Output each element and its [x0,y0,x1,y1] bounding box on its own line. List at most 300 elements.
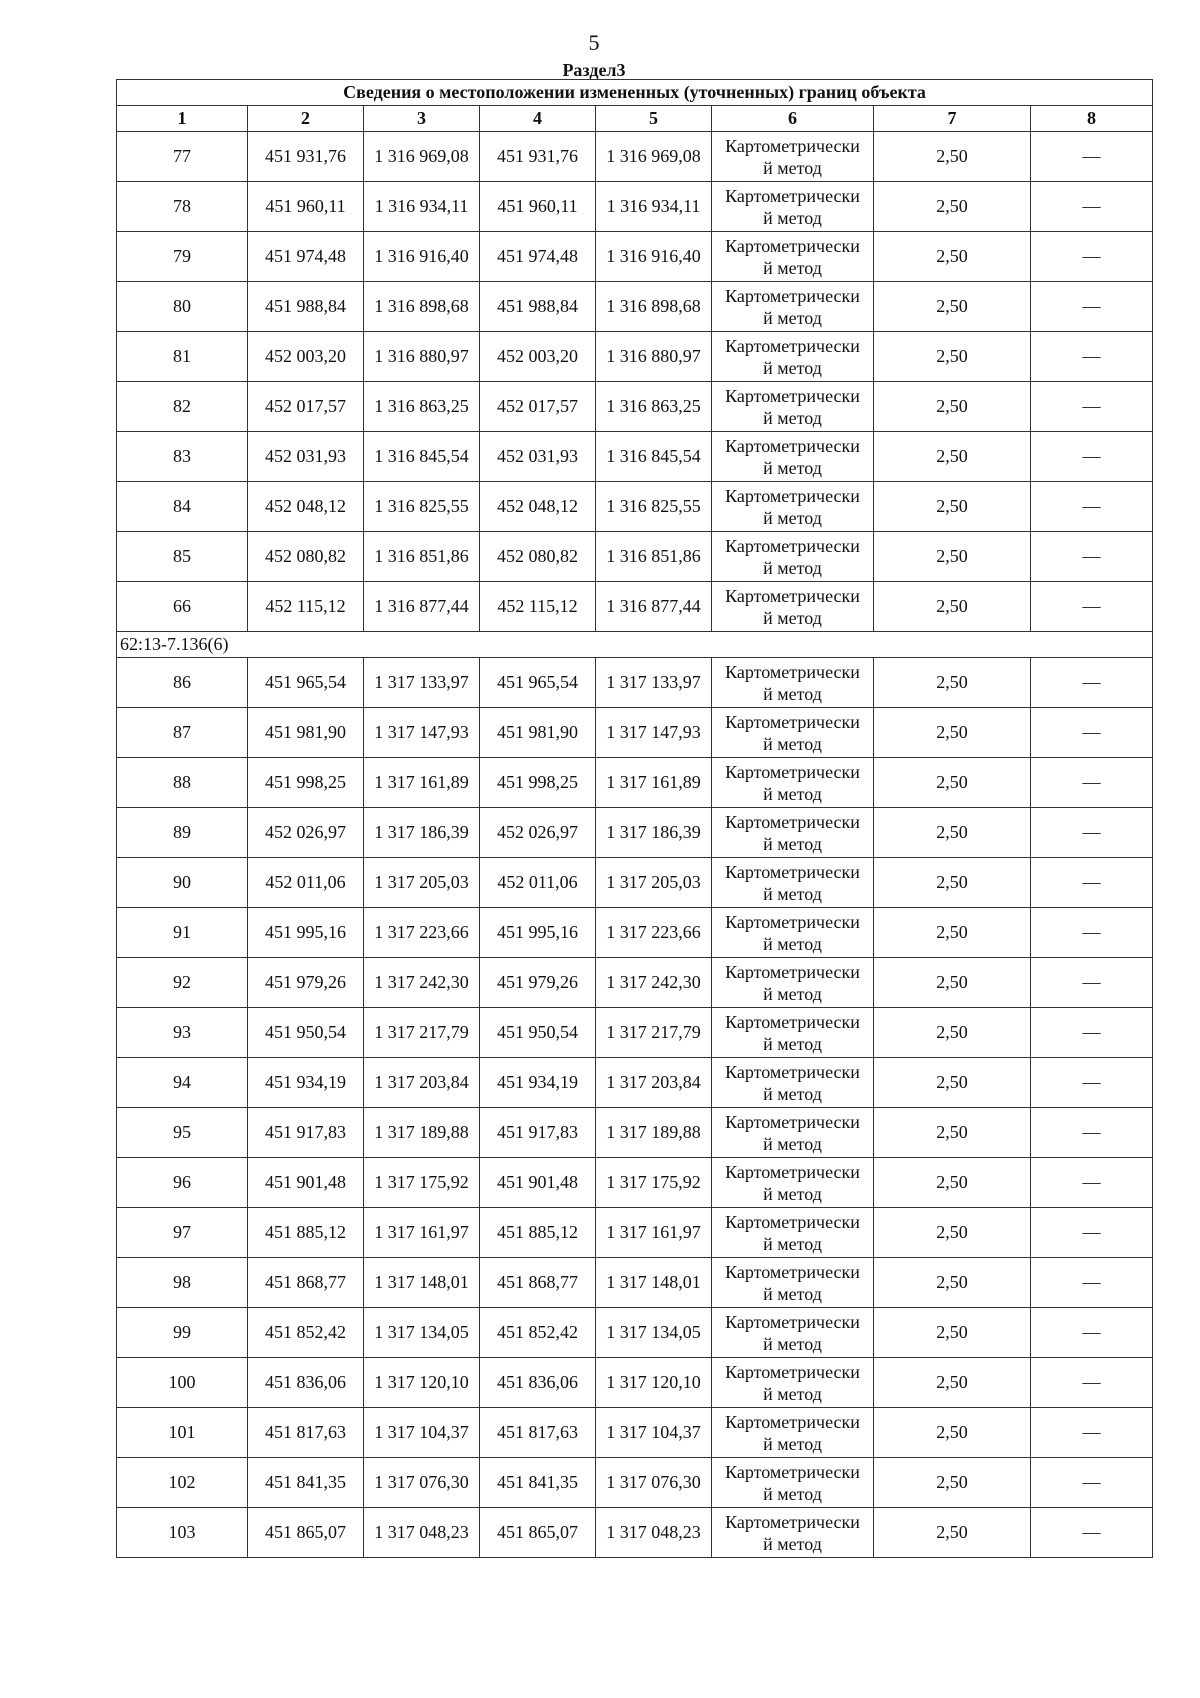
method-line2: й метод [763,733,822,754]
point-number: 87 [117,708,248,758]
column-number: 1 [117,106,248,132]
precision: 2,50 [874,1208,1031,1258]
dash: — [1031,1208,1153,1258]
precision: 2,50 [874,1308,1031,1358]
table-row [117,1458,1153,1508]
table-row [117,282,1153,332]
point-number: 83 [117,432,248,482]
y-coordinate-new: 1 317 223,66 [596,908,712,958]
column-number: 8 [1031,106,1153,132]
table-row [117,182,1153,232]
y-coordinate: 1 316 969,08 [364,132,480,182]
table-row [117,1508,1153,1558]
x-coordinate: 451 817,63 [248,1408,364,1458]
table-row [117,532,1153,582]
method-cell [712,282,874,332]
dash: — [1031,1158,1153,1208]
table-row [117,858,1153,908]
dash: — [1031,1008,1153,1058]
x-coordinate-new: 452 048,12 [480,482,596,532]
precision: 2,50 [874,1008,1031,1058]
y-coordinate-new: 1 317 161,97 [596,1208,712,1258]
x-coordinate-new: 451 885,12 [480,1208,596,1258]
table-row [117,132,1153,182]
x-coordinate: 451 901,48 [248,1158,364,1208]
table-row [117,482,1153,532]
method-cell [712,1308,874,1358]
precision: 2,50 [874,808,1031,858]
x-coordinate-new: 452 017,57 [480,382,596,432]
point-number: 80 [117,282,248,332]
method-line2: й метод [763,357,822,378]
precision: 2,50 [874,132,1031,182]
point-number: 82 [117,382,248,432]
dash: — [1031,1258,1153,1308]
dash: — [1031,708,1153,758]
dash: — [1031,758,1153,808]
dash: — [1031,1308,1153,1358]
x-coordinate-new: 451 917,83 [480,1108,596,1158]
method-line1: Картометрически [725,1411,860,1432]
precision: 2,50 [874,858,1031,908]
x-coordinate: 451 979,26 [248,958,364,1008]
dash: — [1031,1358,1153,1408]
dash: — [1031,582,1153,632]
table-row [117,1258,1153,1308]
method-cell [712,532,874,582]
x-coordinate: 451 960,11 [248,182,364,232]
method-cell [712,132,874,182]
method-cell [712,1058,874,1108]
y-coordinate: 1 317 161,97 [364,1208,480,1258]
method-line1: Картометрически [725,1211,860,1232]
method-line2: й метод [763,607,822,628]
method-line1: Картометрически [725,861,860,882]
y-coordinate-new: 1 317 175,92 [596,1158,712,1208]
x-coordinate-new: 451 868,77 [480,1258,596,1308]
y-coordinate-new: 1 316 934,11 [596,182,712,232]
dash: — [1031,1408,1153,1458]
y-coordinate: 1 316 934,11 [364,182,480,232]
method-cell [712,1458,874,1508]
table-title: Сведения о местоположении измененных (уточненных) границ объекта [117,80,1153,106]
precision: 2,50 [874,1158,1031,1208]
method-line2: й метод [763,457,822,478]
method-line2: й метод [763,1383,822,1404]
method-line2: й метод [763,983,822,1004]
y-coordinate: 1 317 104,37 [364,1408,480,1458]
precision: 2,50 [874,332,1031,382]
group2-rows [117,658,1153,1558]
group2-header [117,632,1153,658]
y-coordinate: 1 317 242,30 [364,958,480,1008]
x-coordinate: 452 048,12 [248,482,364,532]
point-number: 98 [117,1258,248,1308]
method-cell [712,758,874,808]
y-coordinate: 1 316 916,40 [364,232,480,282]
method-line1: Картометрически [725,335,860,356]
table-row [117,758,1153,808]
table-row [117,1208,1153,1258]
dash: — [1031,1508,1153,1558]
dash: — [1031,432,1153,482]
x-coordinate: 451 917,83 [248,1108,364,1158]
point-number: 86 [117,658,248,708]
table-row [117,1308,1153,1358]
method-line2: й метод [763,1433,822,1454]
x-coordinate: 451 998,25 [248,758,364,808]
y-coordinate: 1 317 148,01 [364,1258,480,1308]
precision: 2,50 [874,1458,1031,1508]
method-line2: й метод [763,783,822,804]
y-coordinate: 1 316 898,68 [364,282,480,332]
column-number: 3 [364,106,480,132]
x-coordinate-new: 451 931,76 [480,132,596,182]
x-coordinate-new: 451 950,54 [480,1008,596,1058]
precision: 2,50 [874,582,1031,632]
table-row [117,958,1153,1008]
y-coordinate: 1 317 076,30 [364,1458,480,1508]
table-row [117,708,1153,758]
y-coordinate-new: 1 316 916,40 [596,232,712,282]
point-number: 90 [117,858,248,908]
method-cell [712,332,874,382]
group1-rows [117,132,1153,632]
precision: 2,50 [874,1508,1031,1558]
table-row [117,1008,1153,1058]
x-coordinate: 451 981,90 [248,708,364,758]
x-coordinate: 451 841,35 [248,1458,364,1508]
table-row [117,382,1153,432]
y-coordinate-new: 1 317 120,10 [596,1358,712,1408]
x-coordinate: 451 852,42 [248,1308,364,1358]
x-coordinate-new: 451 979,26 [480,958,596,1008]
method-line1: Картометрически [725,185,860,206]
y-coordinate: 1 317 205,03 [364,858,480,908]
point-number: 85 [117,532,248,582]
dash: — [1031,858,1153,908]
method-line1: Картометрически [725,535,860,556]
x-coordinate-new: 452 011,06 [480,858,596,908]
precision: 2,50 [874,958,1031,1008]
y-coordinate: 1 316 851,86 [364,532,480,582]
method-line2: й метод [763,307,822,328]
method-line1: Картометрически [725,235,860,256]
precision: 2,50 [874,1108,1031,1158]
x-coordinate-new: 451 841,35 [480,1458,596,1508]
method-line1: Картометрически [725,285,860,306]
method-cell [712,232,874,282]
precision: 2,50 [874,232,1031,282]
method-line2: й метод [763,833,822,854]
method-line1: Картометрически [725,435,860,456]
table-row [117,1158,1153,1208]
table-row [117,1408,1153,1458]
x-coordinate-new: 451 960,11 [480,182,596,232]
method-line1: Картометрически [725,1361,860,1382]
y-coordinate-new: 1 317 186,39 [596,808,712,858]
x-coordinate-new: 451 965,54 [480,658,596,708]
x-coordinate: 451 950,54 [248,1008,364,1058]
method-line2: й метод [763,507,822,528]
method-cell [712,1208,874,1258]
dash: — [1031,282,1153,332]
method-cell [712,482,874,532]
x-coordinate-new: 452 003,20 [480,332,596,382]
x-coordinate: 452 031,93 [248,432,364,482]
x-coordinate-new: 451 981,90 [480,708,596,758]
x-coordinate: 452 115,12 [248,582,364,632]
method-cell [712,582,874,632]
column-number: 7 [874,106,1031,132]
y-coordinate-new: 1 317 147,93 [596,708,712,758]
x-coordinate-new: 452 031,93 [480,432,596,482]
x-coordinate: 452 080,82 [248,532,364,582]
method-line1: Картометрически [725,485,860,506]
method-cell [712,1358,874,1408]
precision: 2,50 [874,1258,1031,1308]
x-coordinate-new: 451 995,16 [480,908,596,958]
method-line1: Картометрически [725,761,860,782]
method-line1: Картометрически [725,811,860,832]
y-coordinate-new: 1 317 242,30 [596,958,712,1008]
method-cell [712,958,874,1008]
method-line1: Картометрически [725,661,860,682]
y-coordinate: 1 316 880,97 [364,332,480,382]
method-line1: Картометрически [725,1061,860,1082]
y-coordinate-new: 1 317 189,88 [596,1108,712,1158]
method-line2: й метод [763,1483,822,1504]
method-line1: Картометрически [725,961,860,982]
x-coordinate-new: 452 080,82 [480,532,596,582]
x-coordinate-new: 451 836,06 [480,1358,596,1408]
dash: — [1031,382,1153,432]
point-number: 81 [117,332,248,382]
method-line2: й метод [763,257,822,278]
method-cell [712,908,874,958]
x-coordinate: 451 836,06 [248,1358,364,1408]
point-number: 100 [117,1358,248,1408]
y-coordinate: 1 316 877,44 [364,582,480,632]
y-coordinate-new: 1 317 161,89 [596,758,712,808]
y-coordinate: 1 317 120,10 [364,1358,480,1408]
y-coordinate-new: 1 317 217,79 [596,1008,712,1058]
dash: — [1031,182,1153,232]
point-number: 99 [117,1308,248,1358]
dash: — [1031,1058,1153,1108]
method-cell [712,708,874,758]
method-line2: й метод [763,933,822,954]
method-line2: й метод [763,407,822,428]
method-cell [712,382,874,432]
x-coordinate-new: 451 934,19 [480,1058,596,1108]
point-number: 94 [117,1058,248,1108]
method-cell [712,1008,874,1058]
precision: 2,50 [874,1358,1031,1408]
x-coordinate-new: 452 026,97 [480,808,596,858]
y-coordinate-new: 1 316 898,68 [596,282,712,332]
y-coordinate: 1 316 845,54 [364,432,480,482]
method-cell [712,1508,874,1558]
point-number: 84 [117,482,248,532]
precision: 2,50 [874,532,1031,582]
y-coordinate-new: 1 316 863,25 [596,382,712,432]
dash: — [1031,908,1153,958]
y-coordinate-new: 1 317 076,30 [596,1458,712,1508]
method-line1: Картометрически [725,1511,860,1532]
table-row [117,1358,1153,1408]
dash: — [1031,808,1153,858]
point-number: 101 [117,1408,248,1458]
method-cell [712,1108,874,1158]
point-number: 92 [117,958,248,1008]
method-line2: й метод [763,1083,822,1104]
method-line2: й метод [763,1033,822,1054]
column-number: 6 [712,106,874,132]
method-cell [712,1408,874,1458]
y-coordinate: 1 317 175,92 [364,1158,480,1208]
dash: — [1031,958,1153,1008]
x-coordinate-new: 452 115,12 [480,582,596,632]
x-coordinate-new: 451 988,84 [480,282,596,332]
group-label: 62:13-7.136(6) [117,632,1153,658]
table-row [117,658,1153,708]
precision: 2,50 [874,382,1031,432]
y-coordinate: 1 317 217,79 [364,1008,480,1058]
page-number: 5 [588,30,600,55]
point-number: 95 [117,1108,248,1158]
method-line1: Картометрически [725,1161,860,1182]
x-coordinate: 452 011,06 [248,858,364,908]
precision: 2,50 [874,432,1031,482]
x-coordinate: 451 868,77 [248,1258,364,1308]
method-line1: Картометрически [725,711,860,732]
y-coordinate-new: 1 316 880,97 [596,332,712,382]
table-row [117,1108,1153,1158]
x-coordinate-new: 451 865,07 [480,1508,596,1558]
x-coordinate: 452 017,57 [248,382,364,432]
method-line1: Картометрически [725,135,860,156]
y-coordinate-new: 1 317 133,97 [596,658,712,708]
x-coordinate: 451 974,48 [248,232,364,282]
x-coordinate: 451 885,12 [248,1208,364,1258]
point-number: 79 [117,232,248,282]
x-coordinate-new: 451 998,25 [480,758,596,808]
dash: — [1031,1458,1153,1508]
y-coordinate-new: 1 317 203,84 [596,1058,712,1108]
y-coordinate: 1 317 186,39 [364,808,480,858]
method-line2: й метод [763,1133,822,1154]
method-line1: Картометрически [725,385,860,406]
x-coordinate: 452 026,97 [248,808,364,858]
dash: — [1031,1108,1153,1158]
table-row [117,582,1153,632]
y-coordinate-new: 1 317 148,01 [596,1258,712,1308]
precision: 2,50 [874,658,1031,708]
precision: 2,50 [874,908,1031,958]
y-coordinate-new: 1 317 048,23 [596,1508,712,1558]
method-line1: Картометрически [725,911,860,932]
method-line2: й метод [763,557,822,578]
x-coordinate-new: 451 901,48 [480,1158,596,1208]
method-line2: й метод [763,1183,822,1204]
x-coordinate: 451 965,54 [248,658,364,708]
y-coordinate: 1 317 048,23 [364,1508,480,1558]
table-row [117,332,1153,382]
method-line2: й метод [763,1233,822,1254]
y-coordinate-new: 1 316 845,54 [596,432,712,482]
y-coordinate-new: 1 317 104,37 [596,1408,712,1458]
x-coordinate-new: 451 817,63 [480,1408,596,1458]
precision: 2,50 [874,482,1031,532]
method-cell [712,182,874,232]
method-cell [712,658,874,708]
precision: 2,50 [874,1408,1031,1458]
method-cell [712,808,874,858]
y-coordinate-new: 1 316 969,08 [596,132,712,182]
column-number-row [117,106,1153,132]
y-coordinate-new: 1 317 205,03 [596,858,712,908]
method-line1: Картометрически [725,1311,860,1332]
column-number: 4 [480,106,596,132]
method-line1: Картометрически [725,585,860,606]
column-number: 5 [596,106,712,132]
y-coordinate-new: 1 316 825,55 [596,482,712,532]
method-cell [712,858,874,908]
y-coordinate: 1 316 825,55 [364,482,480,532]
precision: 2,50 [874,1058,1031,1108]
method-line2: й метод [763,207,822,228]
x-coordinate-new: 451 974,48 [480,232,596,282]
point-number: 102 [117,1458,248,1508]
dash: — [1031,332,1153,382]
y-coordinate-new: 1 317 134,05 [596,1308,712,1358]
y-coordinate: 1 316 863,25 [364,382,480,432]
precision: 2,50 [874,282,1031,332]
point-number: 93 [117,1008,248,1058]
y-coordinate: 1 317 134,05 [364,1308,480,1358]
precision: 2,50 [874,708,1031,758]
point-number: 88 [117,758,248,808]
y-coordinate: 1 317 147,93 [364,708,480,758]
y-coordinate-new: 1 316 851,86 [596,532,712,582]
section-title: Раздел3 [562,60,626,80]
y-coordinate: 1 317 189,88 [364,1108,480,1158]
method-line2: й метод [763,1283,822,1304]
table-row [117,432,1153,482]
x-coordinate: 451 865,07 [248,1508,364,1558]
point-number: 77 [117,132,248,182]
y-coordinate: 1 317 161,89 [364,758,480,808]
y-coordinate: 1 317 133,97 [364,658,480,708]
y-coordinate-new: 1 316 877,44 [596,582,712,632]
method-line2: й метод [763,1333,822,1354]
table-row [117,1058,1153,1108]
point-number: 89 [117,808,248,858]
point-number: 103 [117,1508,248,1558]
point-number: 78 [117,182,248,232]
x-coordinate: 451 995,16 [248,908,364,958]
method-line1: Картометрически [725,1011,860,1032]
y-coordinate: 1 317 223,66 [364,908,480,958]
precision: 2,50 [874,758,1031,808]
method-line2: й метод [763,883,822,904]
column-number: 2 [248,106,364,132]
point-number: 91 [117,908,248,958]
x-coordinate: 452 003,20 [248,332,364,382]
method-line2: й метод [763,157,822,178]
method-cell [712,1258,874,1308]
